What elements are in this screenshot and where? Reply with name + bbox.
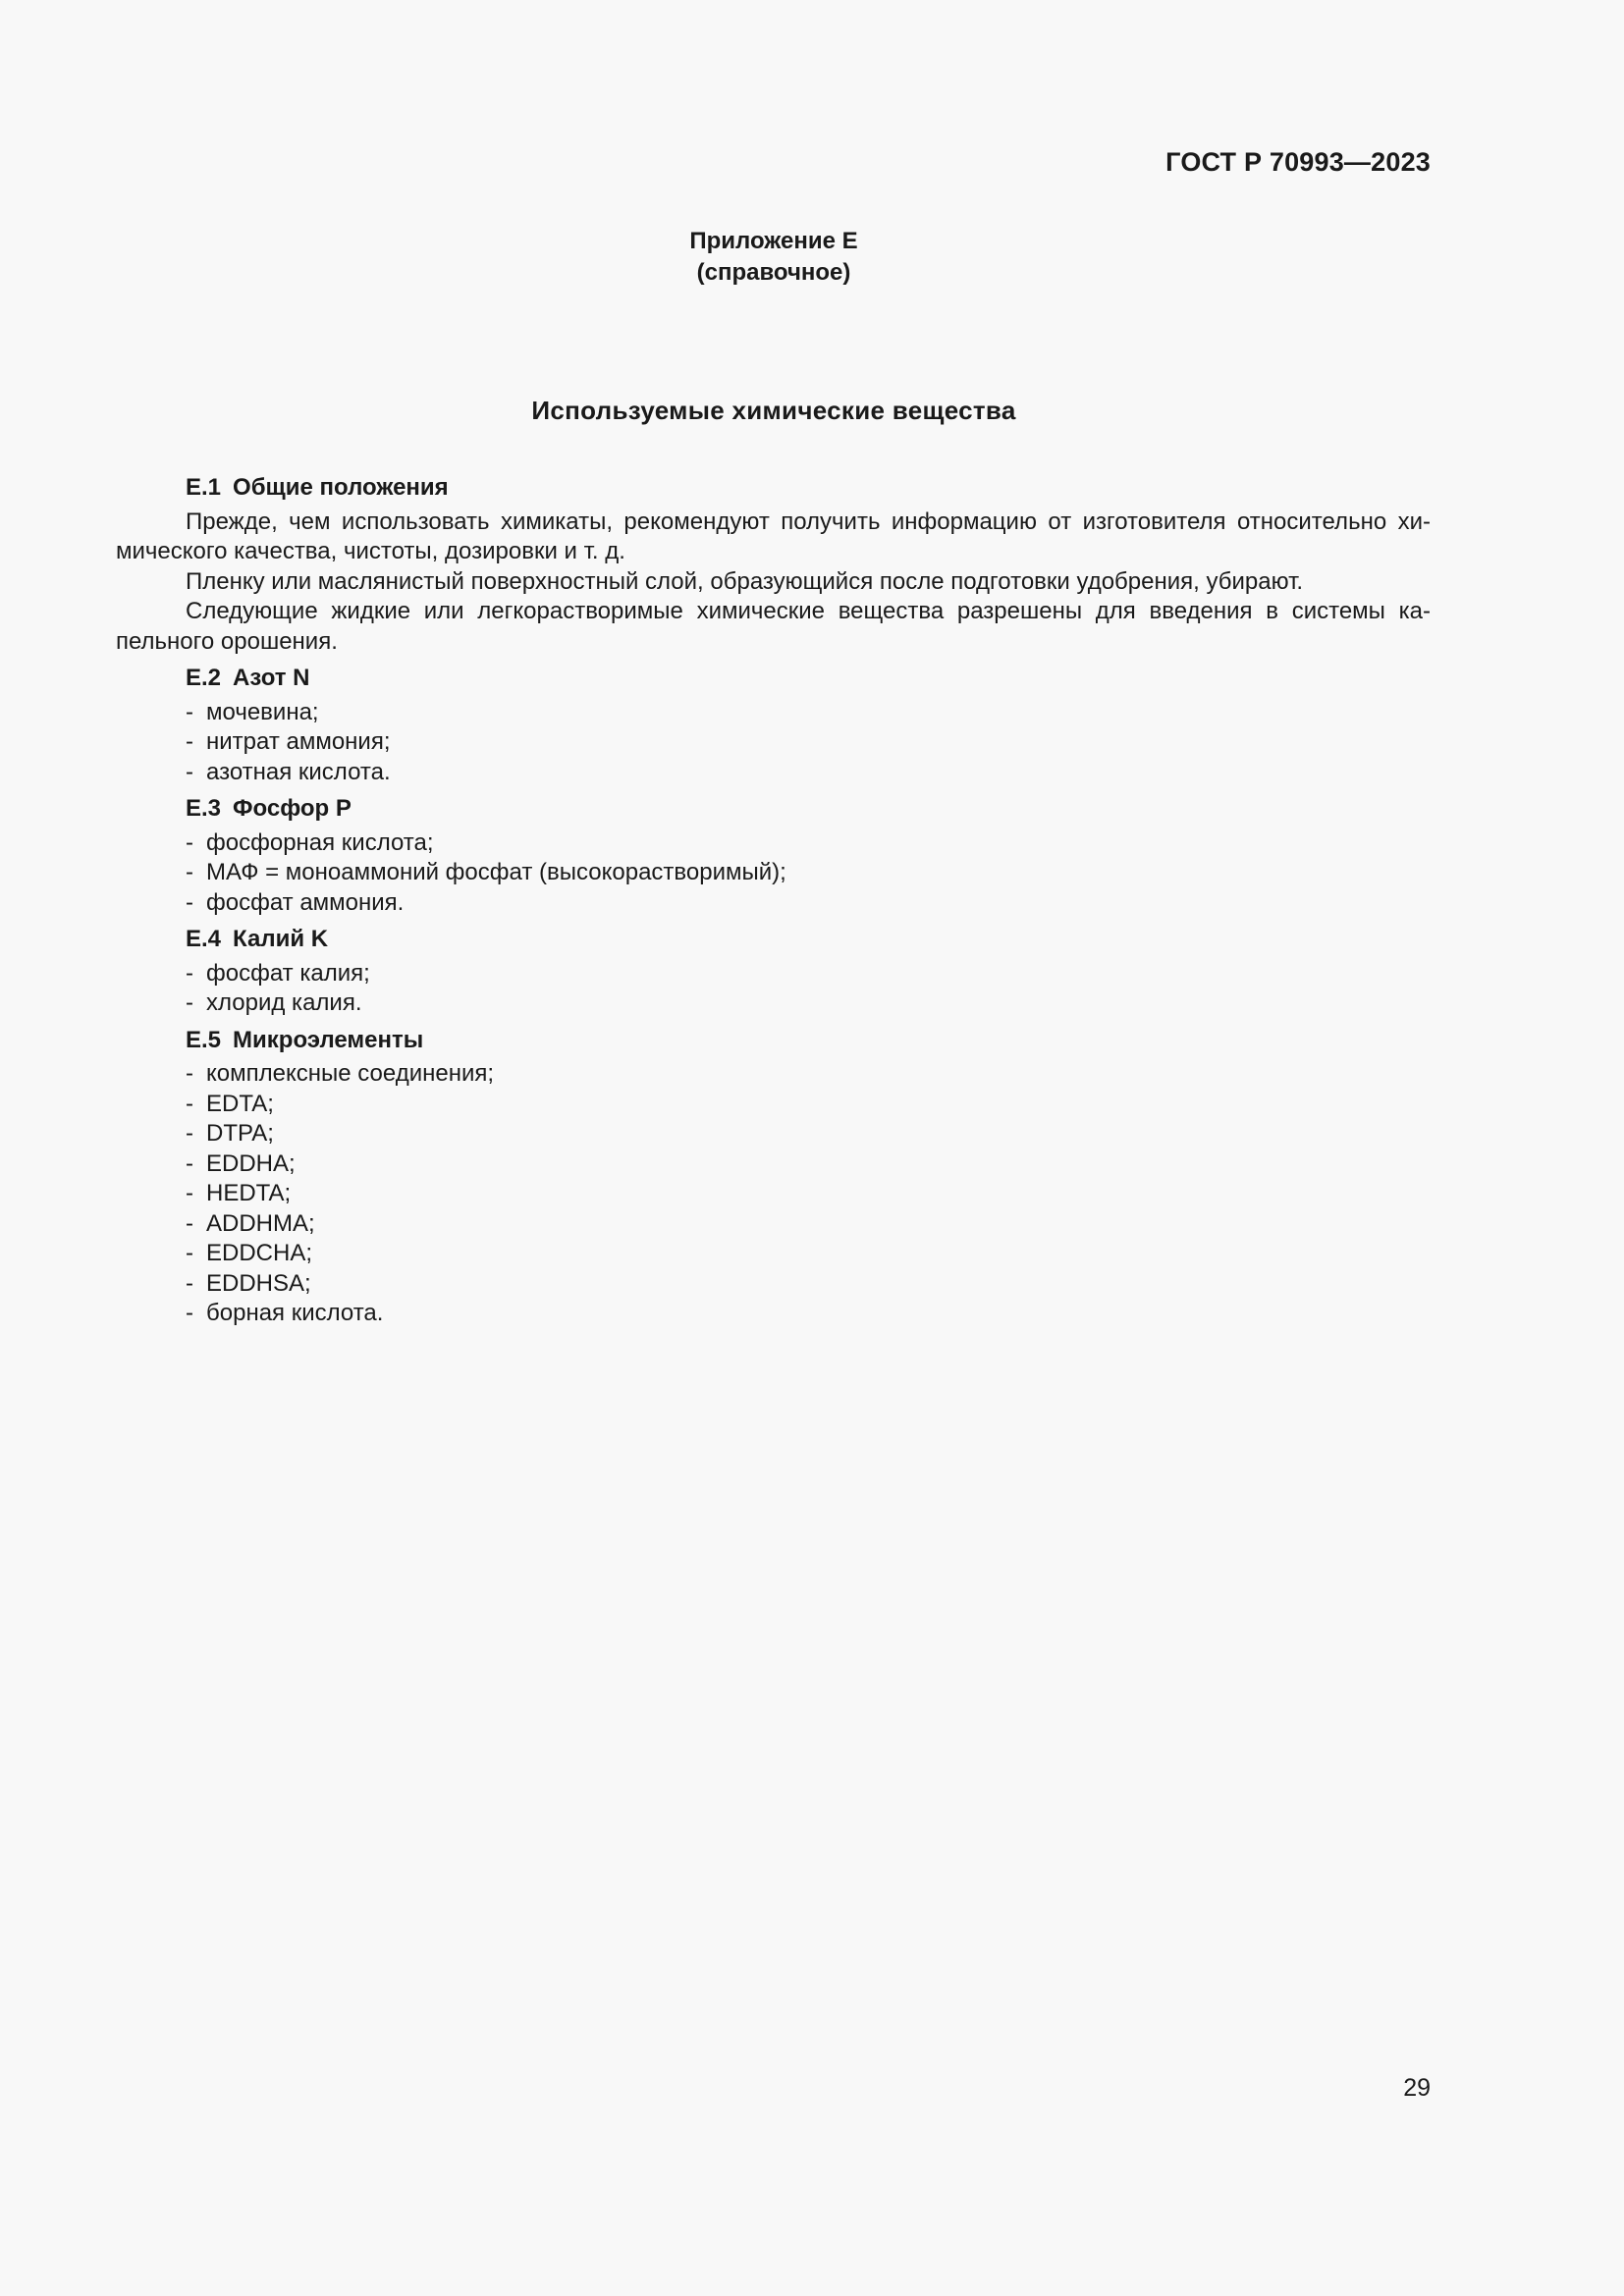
list-item: - фосфорная кислота; (186, 828, 1431, 859)
list-item: - азотная кислота. (186, 758, 1431, 788)
section-heading (186, 794, 1431, 825)
section-number: Е.4 (186, 926, 222, 952)
list-item: - ADDHMA; (186, 1209, 1431, 1240)
paragraph: Пленку или маслянистый поверхностный слой, образующийся после подготовки удобрения, убирают. (186, 567, 1304, 595)
section-title: Калий K (233, 926, 329, 952)
list-item: - EDDHA; (186, 1149, 1431, 1180)
list-item: - фосфат аммония. (186, 888, 1431, 919)
section-title: Фосфор Р (233, 795, 352, 822)
document-code: ГОСТ Р 70993—2023 (1165, 147, 1431, 177)
section-number: Е.2 (186, 665, 222, 691)
document-body (116, 473, 1431, 1329)
section-number: Е.3 (186, 795, 222, 822)
list-item: - нитрат аммония; (186, 727, 1431, 758)
list-item: - комплексные соединения; (186, 1059, 1431, 1090)
appendix-heading (0, 226, 1547, 289)
list-item: - HEDTA; (186, 1179, 1431, 1209)
page-number: 29 (1403, 2074, 1431, 2102)
section-number: Е.1 (186, 474, 222, 501)
appendix-type: (справочное) (696, 259, 851, 286)
paragraph: Следующие жидкие или легкорастворимые химические вещества разрешены для введения в системы капельного орошения. (116, 598, 1431, 655)
section-number: Е.5 (186, 1026, 222, 1053)
list-item: - EDDHSA; (186, 1269, 1431, 1300)
dash-list (186, 828, 1431, 919)
list-item: - МАФ = моноаммоний фосфат (высокорастворимый); (186, 858, 1431, 888)
list-item: - EDDCHA; (186, 1239, 1431, 1269)
dash-list (186, 959, 1431, 1019)
page-title: Используемые химические вещества (531, 396, 1016, 425)
list-item: - хлорид калия. (186, 988, 1431, 1019)
list-item: - борная кислота. (186, 1299, 1431, 1329)
section-title: Общие положения (233, 474, 449, 501)
list-item: - DTPA; (186, 1119, 1431, 1149)
section-heading (186, 473, 1431, 504)
appendix-label: Приложение Е (689, 228, 858, 254)
section-heading (186, 925, 1431, 955)
paragraph: Прежде, чем использовать химикаты, рекомендуют получить информацию от изготовителя относительно химического качества, чистоты, дозировки и т. д. (116, 507, 1431, 564)
dash-list (186, 698, 1431, 788)
section-title: Микроэлементы (233, 1026, 424, 1053)
list-item: - EDTA; (186, 1090, 1431, 1120)
list-item: - мочевина; (186, 698, 1431, 728)
section-heading (186, 664, 1431, 694)
section-heading (186, 1026, 1431, 1056)
section-title: Азот N (233, 665, 310, 691)
dash-list (186, 1059, 1431, 1329)
list-item: - фосфат калия; (186, 959, 1431, 989)
